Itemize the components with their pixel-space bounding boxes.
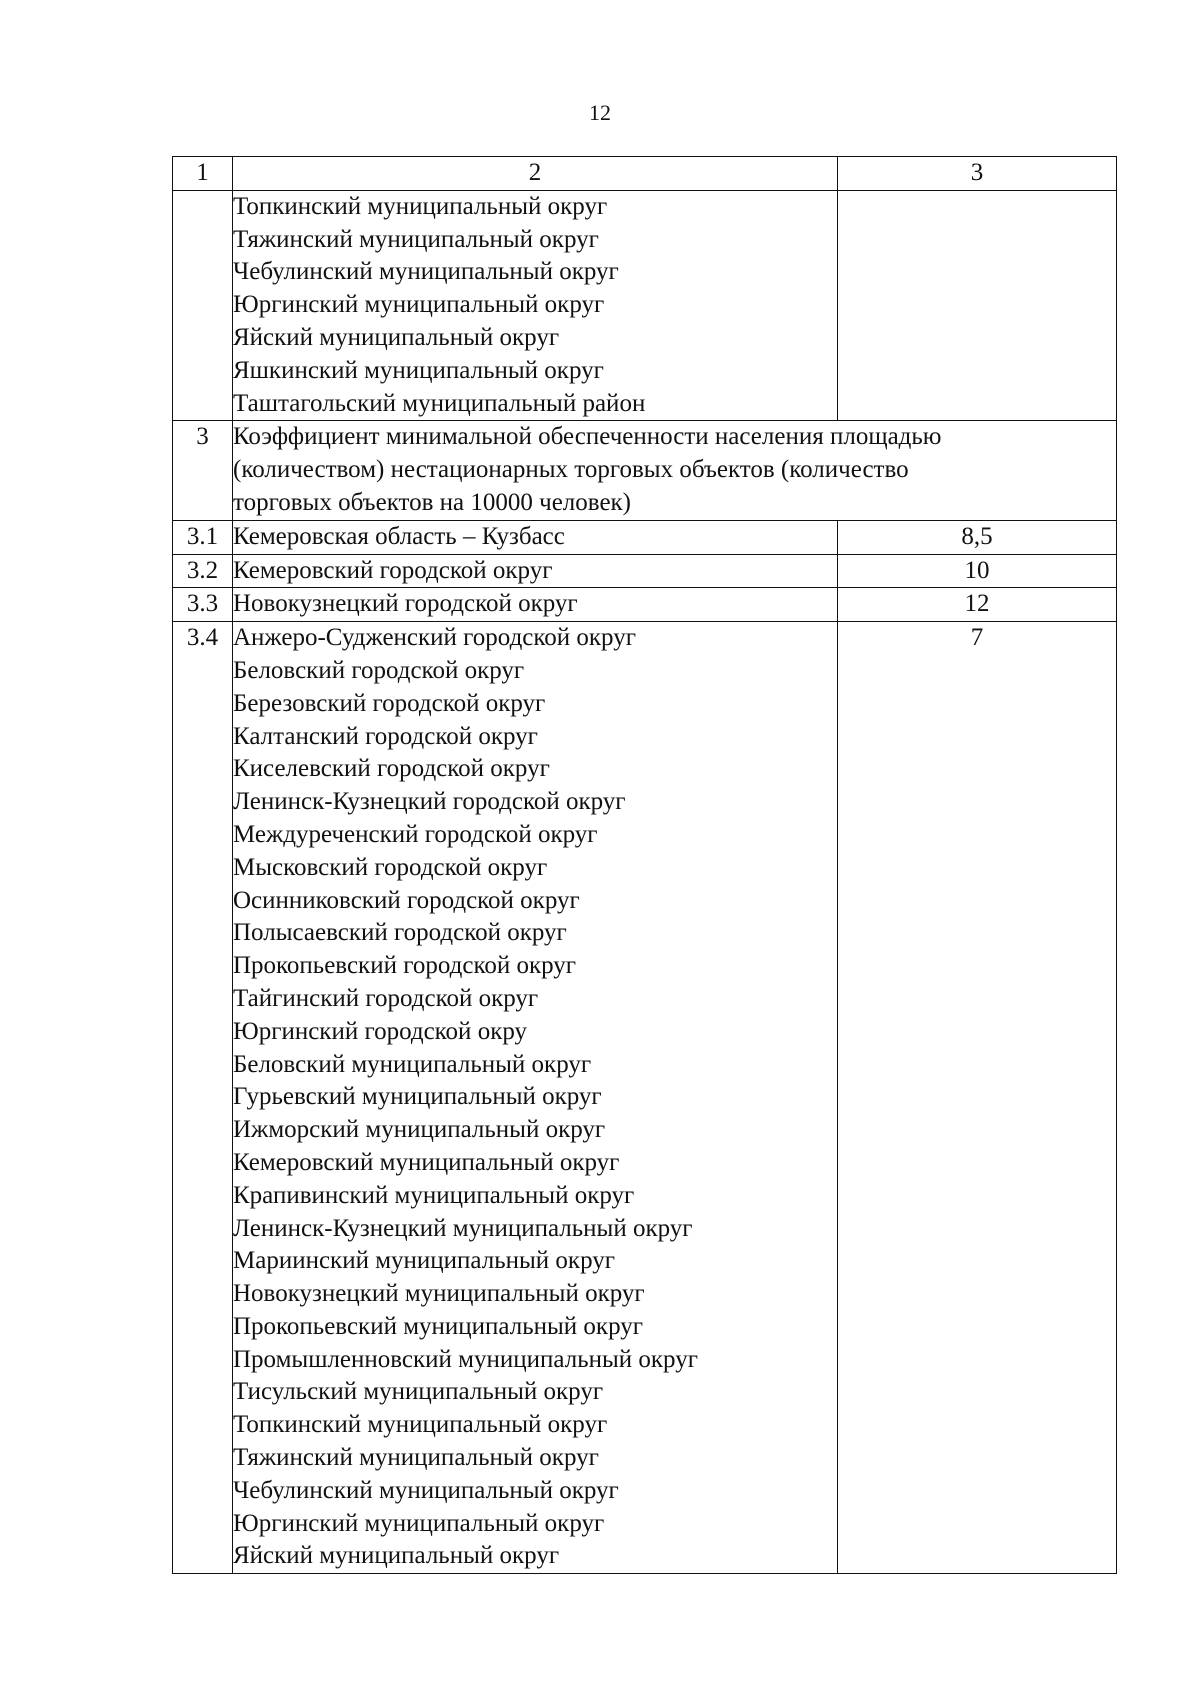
list-item: Тяжинский муниципальный округ bbox=[233, 1444, 599, 1472]
row-number: 3.4 bbox=[173, 622, 233, 1574]
row-3-4-list-cell bbox=[233, 622, 838, 1574]
list-item: Кемеровский муниципальный округ bbox=[233, 1148, 620, 1176]
list-item: Прокопьевский муниципальный округ bbox=[233, 1312, 643, 1340]
row-value: 10 bbox=[838, 554, 1117, 588]
list-item: Мариинский муниципальный округ bbox=[233, 1247, 615, 1275]
row-name: Кемеровская область – Кузбасс bbox=[233, 520, 838, 554]
table-row-3-4 bbox=[173, 622, 1117, 1574]
table-row bbox=[173, 554, 1117, 588]
row-value: 12 bbox=[838, 588, 1117, 622]
list-item: Киселевский городской округ bbox=[233, 755, 550, 783]
table-row bbox=[173, 520, 1117, 554]
list-item: Беловский муниципальный округ bbox=[233, 1050, 592, 1078]
list-item: Таштагольский муниципальный район bbox=[233, 389, 646, 417]
list-item: Беловский городской округ bbox=[233, 656, 525, 684]
row-number: 3.3 bbox=[173, 588, 233, 622]
list-item: Тисульский муниципальный округ bbox=[233, 1378, 604, 1406]
row-value: 8,5 bbox=[838, 520, 1117, 554]
list-item: Топкинский муниципальный округ bbox=[233, 1411, 608, 1439]
list-item: Междуреченский городской округ bbox=[233, 820, 598, 848]
header-col-3: 3 bbox=[838, 157, 1117, 191]
list-item: Крапивинский муниципальный округ bbox=[233, 1181, 635, 1209]
coefficients-table bbox=[172, 156, 1117, 1574]
list-item: Топкинский муниципальный округ bbox=[233, 192, 608, 220]
list-item: Анжеро-Судженский городской округ bbox=[233, 624, 636, 652]
list-item: Прокопьевский городской округ bbox=[233, 952, 577, 980]
list-item: Ленинск-Кузнецкий городской округ bbox=[233, 788, 626, 816]
list-item: Яйский муниципальный округ bbox=[233, 323, 560, 351]
section-3-text-line: Коэффициент минимальной обеспеченности населения площадью bbox=[233, 423, 942, 451]
list-item: Промышленновский муниципальный округ bbox=[233, 1345, 698, 1373]
row-number-empty bbox=[173, 190, 233, 421]
list-item: Новокузнецкий муниципальный округ bbox=[233, 1280, 645, 1308]
table-header-row bbox=[173, 157, 1117, 191]
list-item: Мысковский городской округ bbox=[233, 853, 548, 881]
list-item: Юргинский городской окру bbox=[233, 1017, 528, 1045]
list-item: Чебулинский муниципальный округ bbox=[233, 258, 619, 286]
section-3-text-line: торговых объектов на 10000 человек) bbox=[233, 488, 632, 516]
row-name: Кемеровский городской округ bbox=[233, 554, 838, 588]
list-item: Березовский городской округ bbox=[233, 689, 546, 717]
list-item: Тайгинский городской округ bbox=[233, 984, 539, 1012]
value-cell-empty bbox=[838, 190, 1117, 421]
list-item: Полысаевский городской округ bbox=[233, 919, 567, 947]
section-3-text-line: (количеством) нестационарных торговых объектов (количество bbox=[233, 456, 909, 484]
row-number: 3 bbox=[173, 421, 233, 520]
row-number: 3.2 bbox=[173, 554, 233, 588]
list-item: Гурьевский муниципальный округ bbox=[233, 1083, 602, 1111]
table-row-continued bbox=[173, 190, 1117, 421]
table-row-section-3 bbox=[173, 421, 1117, 520]
list-item: Осинниковский городской округ bbox=[233, 886, 580, 914]
list-item: Яйский муниципальный округ bbox=[233, 1542, 560, 1570]
header-col-2: 2 bbox=[233, 157, 838, 191]
continued-list-cell bbox=[233, 190, 838, 421]
row-name: Новокузнецкий городской округ bbox=[233, 588, 838, 622]
row-value: 7 bbox=[838, 622, 1117, 1574]
table-row bbox=[173, 588, 1117, 622]
list-item: Тяжинский муниципальный округ bbox=[233, 225, 599, 253]
list-item: Ижморский муниципальный округ bbox=[233, 1116, 606, 1144]
list-item: Калтанский городской округ bbox=[233, 722, 538, 750]
list-item: Юргинский муниципальный округ bbox=[233, 1509, 605, 1537]
row-number: 3.1 bbox=[173, 520, 233, 554]
list-item: Яшкинский муниципальный округ bbox=[233, 356, 604, 384]
page-number: 12 bbox=[589, 100, 611, 125]
section-3-description bbox=[233, 421, 1117, 520]
header-col-1: 1 bbox=[173, 157, 233, 191]
list-item: Чебулинский муниципальный округ bbox=[233, 1476, 619, 1504]
list-item: Ленинск-Кузнецкий муниципальный округ bbox=[233, 1214, 693, 1242]
list-item: Юргинский муниципальный округ bbox=[233, 291, 605, 319]
